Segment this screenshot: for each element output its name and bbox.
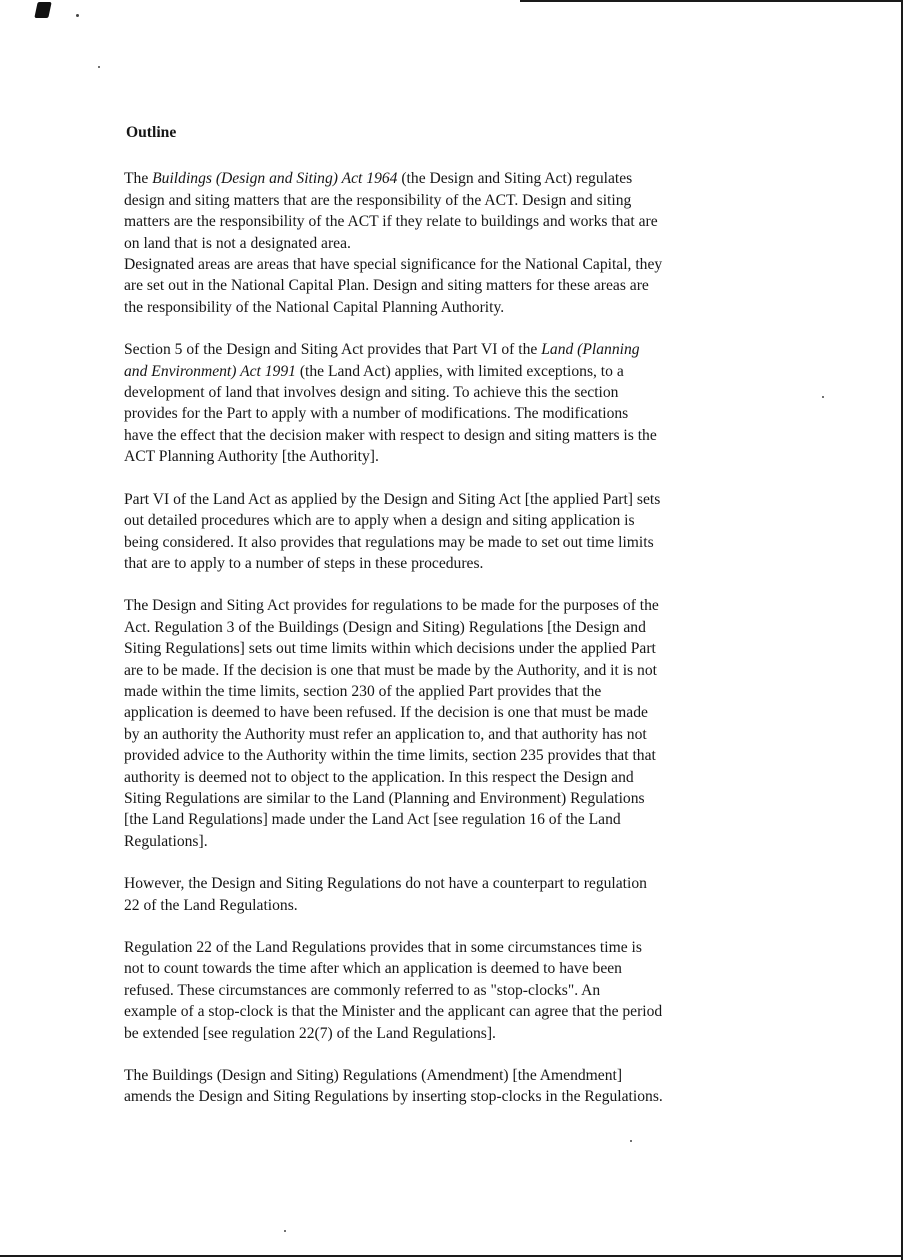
text-run: be extended [see regulation 22(7) of the Land Regulations]. [124, 1024, 496, 1042]
text-line [124, 724, 764, 745]
text-line [124, 595, 764, 616]
text-run: not to count towards the time after which an application is deemed to have been [124, 960, 622, 978]
text-line [124, 446, 764, 467]
text-line [124, 233, 764, 254]
text-line [124, 873, 764, 894]
text-line [124, 510, 764, 531]
paragraph [124, 873, 764, 916]
text-line [124, 617, 764, 638]
text-line [124, 168, 764, 189]
document-body [124, 122, 764, 1129]
scan-speck [822, 396, 824, 398]
italic-title-text: Land (Planning [541, 341, 640, 359]
text-line [124, 425, 764, 446]
text-run: [the Land Regulations] made under the Land Act [see regulation 16 of the Land [124, 811, 621, 829]
text-run: out detailed procedures which are to apply when a design and siting application is [124, 512, 635, 530]
text-line [124, 958, 764, 979]
text-line [124, 831, 764, 852]
paragraph [124, 254, 764, 318]
text-line [124, 532, 764, 553]
text-line [124, 275, 764, 296]
text-line [124, 403, 764, 424]
italic-title-text: Buildings (Design and Siting) Act 1964 [152, 170, 398, 188]
text-run: development of land that involves design and siting. To achieve this the section [124, 384, 619, 402]
text-run: are to be made. If the decision is one that must be made by the Authority, and it is not [124, 661, 657, 679]
text-run: Part VI of the Land Act as applied by the Design and Siting Act [the applied Part] sets [124, 490, 661, 508]
text-line [124, 681, 764, 702]
scan-speck [630, 1140, 632, 1142]
text-line [124, 809, 764, 830]
text-line [124, 1086, 764, 1107]
text-run: Regulations]. [124, 832, 208, 850]
text-line [124, 361, 764, 382]
text-line [124, 638, 764, 659]
text-run: ACT Planning Authority [the Authority]. [124, 448, 379, 466]
text-run: amends the Design and Siting Regulations by inserting stop-clocks in the Regulations. [124, 1088, 663, 1106]
scan-speck [284, 1230, 286, 1232]
text-run: Designated areas are areas that have special significance for the National Capital, they [124, 256, 663, 274]
text-line [124, 937, 764, 958]
text-line [124, 190, 764, 211]
text-run: Siting Regulations are similar to the Land (Planning and Environment) Regulations [124, 789, 645, 807]
paragraph [124, 595, 764, 852]
text-run: However, the Design and Siting Regulations do not have a counterpart to regulation [124, 875, 647, 893]
paragraph [124, 937, 764, 1044]
text-run: refused. These circumstances are commonly referred to as "stop-clocks". An [124, 981, 601, 999]
text-run: Act. Regulation 3 of the Buildings (Design and Siting) Regulations [the Design and [124, 618, 646, 636]
text-run: authority is deemed not to object to the application. In this respect the Design and [124, 768, 634, 786]
text-run: Regulation 22 of the Land Regulations provides that in some circumstances time is [124, 939, 642, 956]
text-run: Section 5 of the Design and Siting Act provides that Part VI of the [124, 341, 542, 359]
text-line [124, 489, 764, 510]
text-line [124, 382, 764, 403]
text-run: The [124, 170, 153, 188]
text-line [124, 553, 764, 574]
text-line [124, 1001, 764, 1022]
scan-speck [76, 14, 79, 17]
text-run: (the Land Act) applies, with limited exceptions, to a [295, 362, 624, 380]
text-run: design and siting matters that are the responsibility of the ACT. Design and siting [124, 191, 632, 209]
scan-border-top [520, 0, 903, 2]
paragraph [124, 339, 764, 467]
text-line [124, 767, 764, 788]
text-line [124, 211, 764, 232]
text-run: are set out in the National Capital Plan. Design and siting matters for these areas are [124, 277, 649, 295]
text-run: (the Design and Siting Act) regulates [397, 170, 633, 188]
text-run: have the effect that the decision maker with respect to design and siting matters is the [124, 426, 657, 444]
text-run: provides for the Part to apply with a number of modifications. The modifications [124, 405, 629, 423]
text-run: The Buildings (Design and Siting) Regulations (Amendment) [the Amendment] [124, 1067, 623, 1085]
text-line [124, 745, 764, 766]
text-run: made within the time limits, section 230 of the applied Part provides that the [124, 682, 602, 700]
text-run: the responsibility of the National Capital Planning Authority. [124, 298, 505, 316]
text-run: application is deemed to have been refused. If the decision is one that must be made [124, 704, 648, 722]
text-line [124, 1023, 764, 1044]
text-line [124, 254, 764, 275]
scan-corner-mark [34, 2, 51, 18]
text-run: example of a stop-clock is that the Minister and the applicant can agree that the period [124, 1003, 663, 1021]
scan-border-bottom [0, 1255, 903, 1257]
paragraph [124, 1065, 764, 1108]
italic-title-text: and Environment) Act 1991 [124, 362, 296, 380]
text-line [124, 297, 764, 318]
text-run: Siting Regulations] sets out time limits within which decisions under the applied Part [124, 640, 656, 658]
text-run: The Design and Siting Act provides for regulations to be made for the purposes of the [124, 597, 659, 615]
text-run: on land that is not a designated area. [124, 234, 351, 252]
text-line [124, 980, 764, 1001]
text-line [124, 339, 764, 360]
paragraph-list [124, 168, 764, 1107]
document-heading: Outline [126, 124, 177, 141]
text-line [124, 702, 764, 723]
text-run: 22 of the Land Regulations. [124, 896, 298, 914]
text-line [124, 660, 764, 681]
text-run: that are to apply to a number of steps in these procedures. [124, 554, 484, 572]
scan-speck [98, 66, 100, 68]
text-line [124, 788, 764, 809]
text-line [124, 895, 764, 916]
text-line [124, 1065, 764, 1086]
paragraph [124, 489, 764, 575]
text-run: provided advice to the Authority within the time limits, section 235 provides that that [124, 747, 656, 765]
text-run: matters are the responsibility of the ACT if they relate to buildings and works that are [124, 213, 658, 231]
text-run: being considered. It also provides that regulations may be made to set out time limits [124, 533, 654, 551]
text-run: by an authority the Authority must refer an application to, and that authority has not [124, 725, 647, 743]
paragraph [124, 168, 764, 254]
